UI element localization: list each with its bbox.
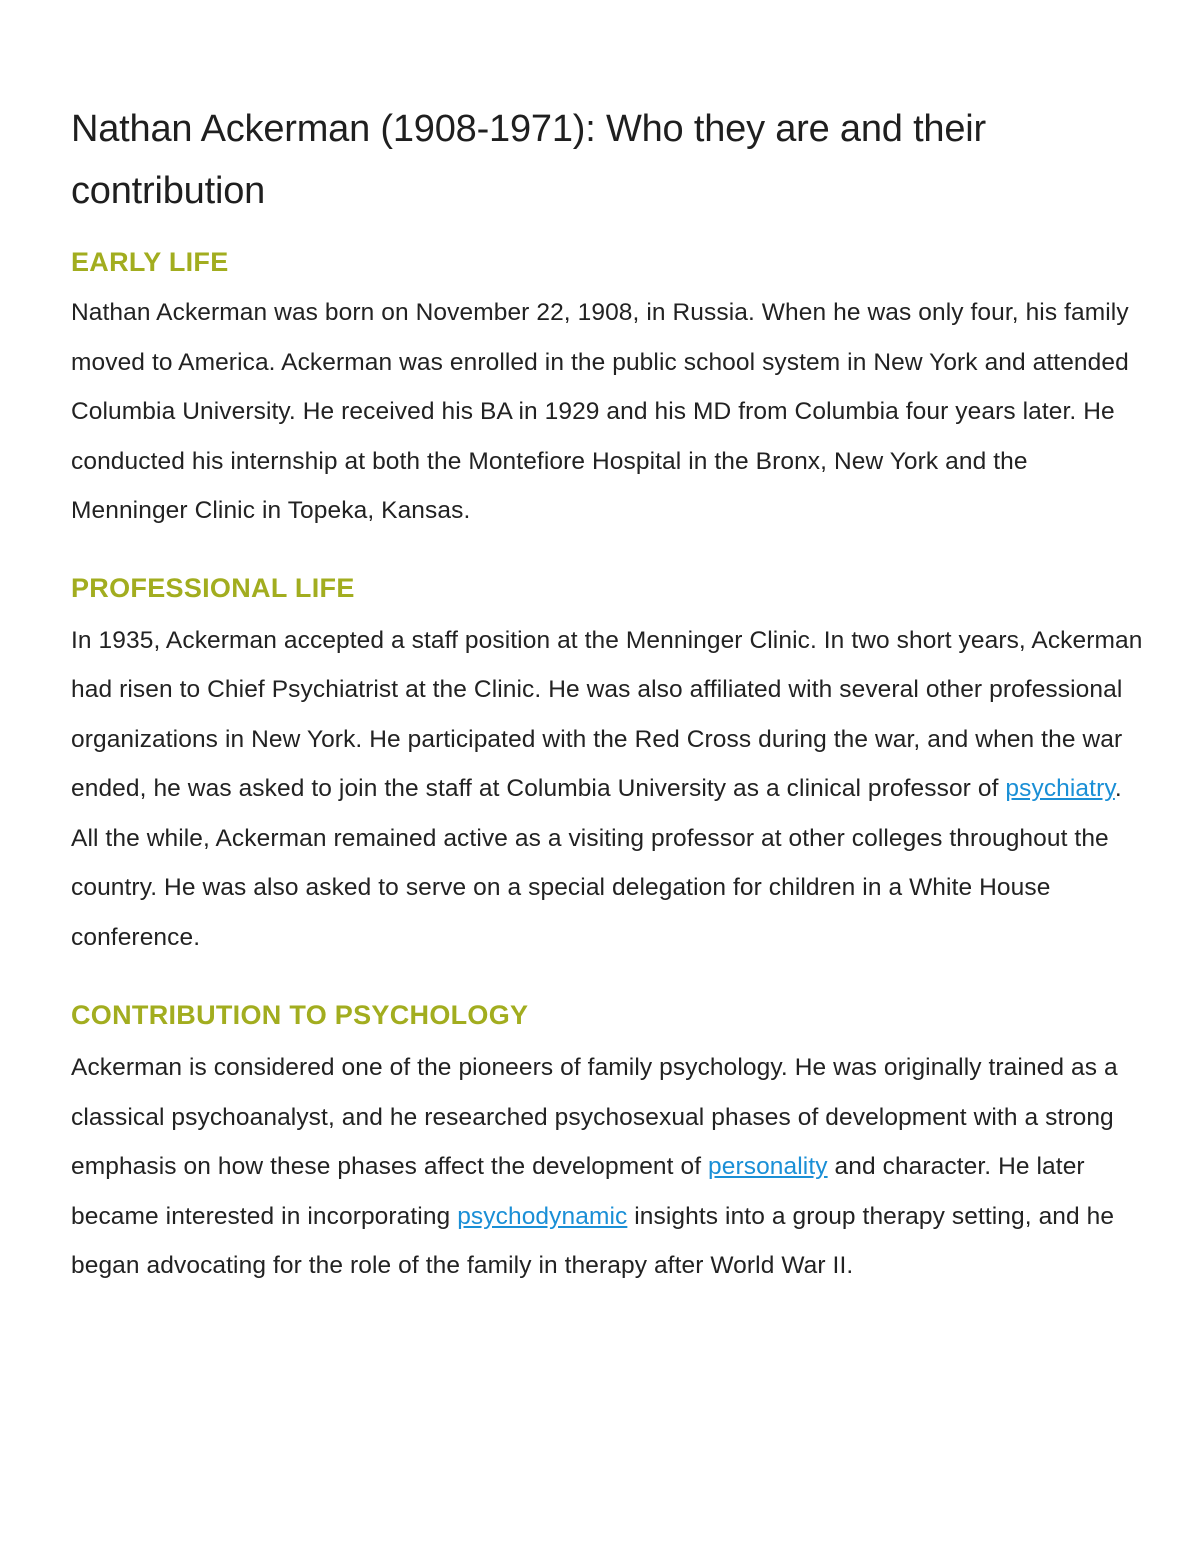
link-personality[interactable]: personality <box>708 1153 828 1180</box>
paragraph-contribution <box>71 1043 1146 1291</box>
paragraph-text-segment: In 1935, Ackerman accepted a staff position at the Menninger Clinic. In two short years, Ackerman had risen to Chief Psychiatrist at the Clinic. He was also affiliated with several other professional organizations in New York. He participated with the Red Cross during the war, and when the war ended, he was asked to join the staff at Columbia University as a clinical professor of <box>71 626 1143 802</box>
heading-professional-life: PROFESSIONAL LIFE <box>71 572 355 603</box>
paragraph-professional-life <box>71 616 1146 963</box>
page-title: Nathan Ackerman (1908-1971): Who they are and their contribution <box>71 108 986 212</box>
paragraph-early-life: Nathan Ackerman was born on November 22, 1908, in Russia. When he was only four, his family moved to America. Ackerman was enrolled in the public school system in New York and attended Columbia University. He received his BA in 1929 and his MD from Columbia four years later. He conducted his internship at both the Montefiore Hospital in the Bronx, New York and the Menninger Clinic in Topeka, Kansas. <box>71 299 1129 524</box>
paragraph-text-segment: insights into a group therapy setting, and he began advocating for the role of the family in therapy after World War II. <box>71 1202 1115 1279</box>
link-psychodynamic[interactable]: psychodynamic <box>457 1202 628 1230</box>
heading-contribution: CONTRIBUTION TO PSYCHOLOGY <box>71 1000 529 1030</box>
paragraph-text-segment: Ackerman is considered one of the pioneers of family psychology. He was originally trained as a classical psychoanalyst, and he researched psychosexual phases of development with a strong emphasis on how these phases affect the development of <box>71 1054 1118 1180</box>
document-page <box>71 98 1146 1291</box>
link-psychiatry[interactable]: psychiatry <box>1005 775 1115 802</box>
paragraph-text-segment: . All the while, Ackerman remained active as a visiting professor at other colleges throughout the country. He was also asked to serve on a special delegation for children in a White House conference. <box>71 775 1122 951</box>
heading-early-life: EARLY LIFE <box>71 247 229 277</box>
paragraph-text-segment: and character. He later became interested in incorporating <box>71 1153 1085 1230</box>
